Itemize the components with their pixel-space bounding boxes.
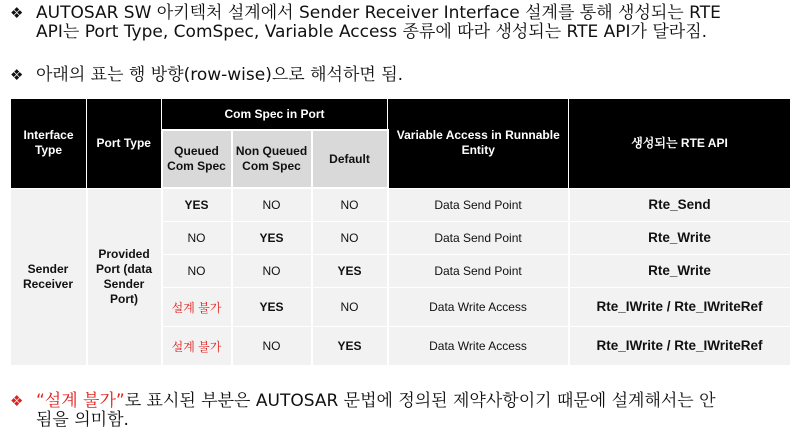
rte-api-cell: Rte_IWrite / Rte_IWriteRef — [569, 288, 791, 327]
header-queued: Queued Com Spec — [162, 130, 232, 188]
port-type-cell: Provided Port (data Sender Port) — [87, 188, 162, 366]
rte-api-cell: Rte_Write — [569, 255, 791, 288]
table-note-bullet — [10, 66, 403, 85]
header-variable-access: Variable Access in Runnable Entity — [388, 99, 569, 189]
header-non-queued: Non Queued Com Spec — [232, 130, 312, 188]
constraint-note-bullet — [10, 392, 785, 430]
queued-cell: NO — [162, 255, 232, 288]
variable-access-cell: Data Send Point — [388, 255, 569, 288]
non-queued-cell: NO — [232, 188, 312, 222]
variable-access-cell: Data Send Point — [388, 188, 569, 222]
header-default: Default — [312, 130, 388, 188]
diamond-bullet-icon: ❖ — [10, 392, 24, 410]
constraint-highlight: “설계 불가” — [36, 391, 125, 411]
diamond-bullet-icon: ❖ — [10, 66, 24, 84]
queued-cell: 설계 불가 — [162, 327, 232, 366]
variable-access-cell: Data Write Access — [388, 288, 569, 327]
queued-cell: 설계 불가 — [162, 288, 232, 327]
header-interface-type: Interface Type — [11, 99, 87, 189]
rte-api-cell: Rte_IWrite / Rte_IWriteRef — [569, 327, 791, 366]
non-queued-cell: YES — [232, 222, 312, 255]
header-port-type: Port Type — [87, 99, 162, 189]
header-rte-api: 생성되는 RTE API — [569, 99, 791, 189]
non-queued-cell: NO — [232, 255, 312, 288]
intro-text-line-2: API는 Port Type, ComSpec, Variable Access 종류에 따라 생성되는 RTE API가 달라짐. — [36, 22, 708, 42]
default-cell: YES — [312, 255, 388, 288]
table-note-text: 아래의 표는 행 방향(row-wise)으로 해석하면 됨. — [36, 65, 404, 85]
rte-api-cell: Rte_Write — [569, 222, 791, 255]
default-cell: NO — [312, 188, 388, 222]
default-cell: YES — [312, 327, 388, 366]
default-cell: NO — [312, 288, 388, 327]
variable-access-cell: Data Send Point — [388, 222, 569, 255]
non-queued-cell: NO — [232, 327, 312, 366]
interface-type-cell: Sender Receiver — [11, 188, 87, 366]
variable-access-cell: Data Write Access — [388, 327, 569, 366]
diamond-bullet-icon: ❖ — [10, 4, 24, 22]
intro-text-line-1: AUTOSAR SW 아키텍처 설계에서 Sender Receiver Interface 설계를 통해 생성되는 RTE — [36, 3, 721, 23]
rte-api-table — [10, 98, 792, 366]
default-cell: NO — [312, 222, 388, 255]
table-row — [11, 188, 791, 222]
constraint-text-line-1: 로 표시된 부분은 AUTOSAR 문법에 정의된 제약사항이기 때문에 설계해서는 안 — [124, 391, 716, 411]
header-com-spec: Com Spec in Port — [162, 99, 388, 131]
intro-bullet — [10, 4, 780, 42]
non-queued-cell: YES — [232, 288, 312, 327]
rte-api-cell: Rte_Send — [569, 188, 791, 222]
constraint-text-line-2: 됨을 의미함. — [36, 410, 129, 430]
queued-cell: YES — [162, 188, 232, 222]
queued-cell: NO — [162, 222, 232, 255]
